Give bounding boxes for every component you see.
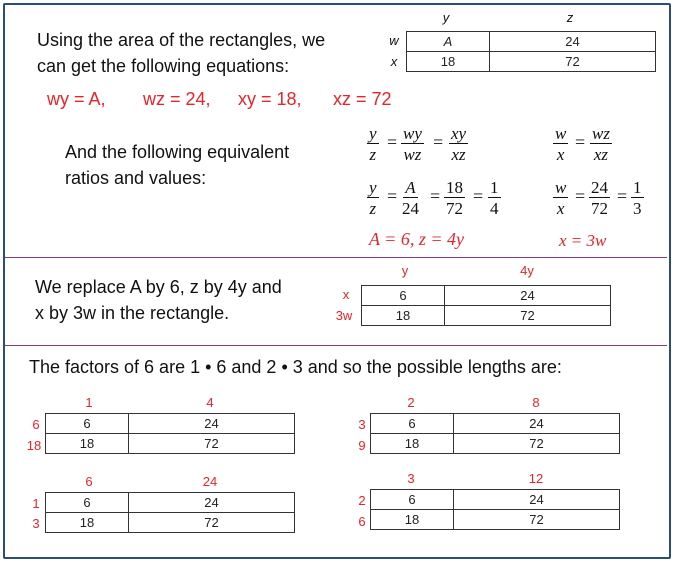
- table-cell: 18: [46, 434, 129, 454]
- section-divider-2: [5, 345, 667, 346]
- table-cell: 72: [454, 434, 620, 454]
- fraction-24-over-72: [589, 178, 610, 220]
- factor-table-4-row-label-2: 6: [358, 514, 366, 529]
- table-cell: 18: [371, 434, 454, 454]
- equals-sign: =: [387, 132, 398, 152]
- equation-2: wz = 24,: [143, 89, 211, 109]
- table-cell: 6: [46, 414, 129, 434]
- denominator: x: [556, 199, 565, 218]
- replace-row-label-1: x: [342, 287, 350, 302]
- factor-table-2-col-label-2: 8: [532, 395, 540, 410]
- ratios-line-1: And the following equivalent: [65, 142, 290, 162]
- denominator: xz: [593, 145, 609, 164]
- factor-table-2: [370, 413, 620, 454]
- table-cell: 6: [371, 490, 454, 510]
- factor-table-2-col-label-1: 2: [407, 395, 415, 410]
- numerator: y: [369, 178, 377, 197]
- replace-col-label-2: 4y: [520, 263, 534, 278]
- top-table: [406, 31, 656, 72]
- table-cell: 72: [129, 513, 295, 533]
- denominator: x: [556, 145, 565, 164]
- factor-table-4: [370, 489, 620, 530]
- denominator: z: [369, 199, 377, 218]
- denominator: 72: [591, 199, 608, 218]
- factor-table-2-row-label-2: 9: [358, 438, 366, 453]
- factor-table-4-row-label-1: 2: [358, 493, 366, 508]
- factor-table-3-row-label-2: 3: [32, 516, 40, 531]
- ratios-line-2: ratios and values:: [65, 168, 207, 188]
- table-cell: 18: [362, 306, 445, 326]
- factor-table-1: [45, 413, 295, 454]
- numerator: wy: [403, 124, 422, 143]
- fraction-w-over-x: [553, 178, 568, 220]
- table-cell: 72: [454, 510, 620, 530]
- equation-4: xz = 72: [333, 89, 392, 109]
- factor-table-1-col-label-1: 1: [85, 395, 93, 410]
- table-row: [371, 414, 620, 434]
- fraction-1-over-4: [488, 178, 501, 220]
- fraction-a-over-24: [400, 178, 421, 220]
- table-cell: 6: [46, 493, 129, 513]
- equation-3: xy = 18,: [238, 89, 302, 109]
- table-cell: 72: [129, 434, 295, 454]
- numerator: y: [369, 124, 377, 143]
- numerator: w: [555, 178, 567, 197]
- table-cell: 72: [490, 52, 656, 72]
- fraction-y-over-z: [367, 124, 379, 166]
- equals-sign: =: [575, 132, 586, 152]
- factors-sentence: The factors of 6 are 1 • 6 and 2 • 3 and so the possible lengths are:: [29, 357, 562, 377]
- numerator: 18: [446, 178, 463, 197]
- fraction-w-over-x: [553, 124, 568, 166]
- denominator: 72: [446, 199, 463, 218]
- factor-table-4-col-label-1: 3: [407, 471, 415, 486]
- numerator: 1: [633, 178, 642, 197]
- factor-table-1-col-label-2: 4: [206, 395, 214, 410]
- table-row: [371, 490, 620, 510]
- denominator: 24: [402, 199, 419, 218]
- table-cell: 18: [407, 52, 490, 72]
- top-table-col-label-1: y: [442, 10, 450, 25]
- top-table-row-label-2: x: [390, 54, 398, 69]
- table-row: [407, 32, 656, 52]
- numerator: A: [405, 178, 416, 197]
- factor-table-3: [45, 492, 295, 533]
- denominator: z: [369, 145, 377, 164]
- fraction-wy-over-wz: [401, 124, 424, 166]
- table-cell: 24: [454, 490, 620, 510]
- table-row: [46, 414, 295, 434]
- table-cell: 24: [445, 286, 611, 306]
- equation-1: wy = A,: [47, 89, 106, 109]
- table-cell: 18: [46, 513, 129, 533]
- result-a-z: A = 6, z = 4y: [369, 229, 464, 249]
- equals-sign: =: [387, 186, 398, 206]
- numerator: wz: [592, 124, 610, 143]
- table-cell: 6: [371, 414, 454, 434]
- denominator: 4: [490, 199, 499, 218]
- table-row: [362, 306, 611, 326]
- equals-sign: =: [617, 186, 628, 206]
- table-row: [46, 493, 295, 513]
- fraction-1-over-3: [631, 178, 644, 220]
- table-row: [46, 513, 295, 533]
- numerator: 1: [490, 178, 499, 197]
- factor-table-1-row-label-1: 6: [32, 417, 40, 432]
- equals-sign: =: [430, 186, 441, 206]
- fraction-xy-over-xz: [449, 124, 468, 166]
- replace-line-1: We replace A by 6, z by 4y and: [35, 277, 282, 297]
- table-row: [371, 510, 620, 530]
- equals-sign: =: [433, 132, 444, 152]
- factor-table-1-row-label-2: 18: [26, 438, 42, 453]
- table-cell: 6: [362, 286, 445, 306]
- intro-line-1: Using the area of the rectangles, we: [37, 30, 326, 50]
- top-table-row-label-1: w: [389, 33, 399, 48]
- factor-table-3-col-label-2: 24: [202, 474, 218, 489]
- equals-sign: =: [575, 186, 586, 206]
- replace-row-label-2: 3w: [335, 308, 353, 323]
- replace-line-2: x by 3w in the rectangle.: [35, 303, 230, 323]
- factor-table-3-col-label-1: 6: [85, 474, 93, 489]
- result-x: x = 3w: [559, 231, 607, 250]
- top-table-col-label-2: z: [566, 10, 574, 25]
- factor-table-3-row-label-1: 1: [32, 496, 40, 511]
- factor-table-4-col-label-2: 12: [528, 471, 544, 486]
- table-cell: 24: [454, 414, 620, 434]
- equals-sign: =: [473, 186, 484, 206]
- table-cell: A: [407, 32, 490, 52]
- table-cell: 24: [129, 493, 295, 513]
- table-row: [362, 286, 611, 306]
- fraction-18-over-72: [444, 178, 465, 220]
- denominator: xz: [451, 145, 466, 164]
- table-row: [407, 52, 656, 72]
- numerator: xy: [451, 124, 467, 143]
- intro-line-2: can get the following equations:: [37, 56, 290, 76]
- table-cell: 24: [490, 32, 656, 52]
- denominator: wz: [403, 145, 422, 164]
- fraction-y-over-z: [367, 178, 379, 220]
- numerator: 24: [591, 178, 608, 197]
- table-cell: 18: [371, 510, 454, 530]
- factor-table-2-row-label-1: 3: [358, 417, 366, 432]
- replace-col-label-1: y: [401, 263, 409, 278]
- numerator: w: [555, 124, 567, 143]
- table-row: [46, 434, 295, 454]
- section-divider-1: [5, 257, 667, 258]
- replace-table: [361, 285, 611, 326]
- denominator: 3: [633, 199, 642, 218]
- fraction-wz-over-xz: [590, 124, 612, 166]
- table-row: [371, 434, 620, 454]
- table-cell: 72: [445, 306, 611, 326]
- table-cell: 24: [129, 414, 295, 434]
